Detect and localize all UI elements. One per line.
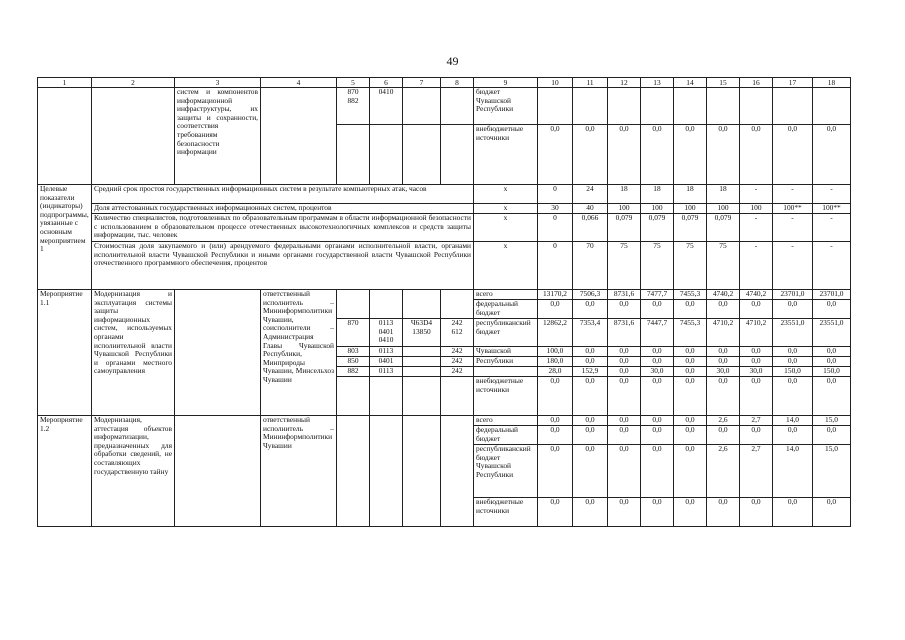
- column-header: 12: [608, 78, 641, 88]
- table-row: федеральный бюджет 0,0 0,0 0,0 0,0 0,0 0,0 0,0 0,0 0,0: [38, 300, 851, 319]
- column-header: 15: [707, 78, 740, 88]
- funding-source: бюджет Чувашской Республики: [474, 88, 538, 125]
- indicator-text: Средний срок простоя государственных информационных систем в результате компьютерных атак, часов: [92, 185, 474, 204]
- budget-table: [37, 77, 851, 527]
- measure-1-2-name: Модернизация, аттестация объектов информатизации, предназначенных для обработки сведений, не составляющих государственную тайну: [92, 416, 175, 527]
- indicators-label: Целевые показатели (индикаторы) подпрограммы, увязанные с основным мероприятием 1: [38, 185, 92, 290]
- table-row: Мероприятие 1.1 Модернизация и эксплуатация системы защиты информационных систем, используемых органами исполнительной власти Чувашской Республики и органами местного самоуправления ответственный исполнитель – Мининформполитики Чувашии, соисполнители – Администрация Главы Чувашской Республики, Минприроды Чувашии, Минсельхоз Чувашии всего 13170,2 7506,3 8731,6 7477,7 7455,3 4740,2 4740,2 23701,0 23701,0: [38, 290, 851, 300]
- funding-source: всего: [474, 416, 538, 426]
- measure-1-1-name: Модернизация и эксплуатация системы защиты информационных систем, используемых органами исполнительной власти Чувашской Республики и органами местного самоуправления: [92, 290, 175, 416]
- funding-source: внебюджетные источники: [474, 125, 538, 185]
- column-header: 5: [337, 78, 370, 88]
- column-header: 17: [773, 78, 813, 88]
- header-row: [38, 78, 851, 88]
- measure-1-1-label: Мероприятие 1.1: [38, 290, 92, 416]
- indicator-text: Доля аттестованных государственных информационных систем, процентов: [92, 204, 474, 214]
- table-row: внебюджетные источники 0,0 0,0 0,0 0,0 0,0 0,0 0,0 0,0 0,0: [38, 125, 851, 185]
- column-header: 8: [441, 78, 474, 88]
- column-header: 10: [538, 78, 573, 88]
- sec0-code6: 0410: [370, 88, 403, 125]
- column-header: 14: [674, 78, 707, 88]
- column-header: 16: [740, 78, 773, 88]
- column-header: 3: [175, 78, 261, 88]
- column-header: 13: [641, 78, 674, 88]
- funding-source: внебюджетные источники: [474, 377, 538, 416]
- sec0-code5: 870 882: [337, 88, 370, 125]
- table-row: [38, 88, 851, 125]
- table-row: внебюджетные источники 0,0 0,0 0,0 0,0 0,0 0,0 0,0 0,0 0,0: [38, 377, 851, 416]
- table-row: Мероприятие 1.2 Модернизация, аттестация объектов информатизации, предназначенных для обработки сведений, не составляющих государственную тайну ответственный исполнитель – Мининформполитики Чувашии всего 0,0 0,0 0,0 0,0 0,0 2,6 2,7 14,0 15,0: [38, 416, 851, 426]
- column-header: 1: [38, 78, 92, 88]
- measure-1-2-executor: ответственный исполнитель – Мининформполитики Чувашии: [261, 416, 337, 527]
- measure-1-1-executor: ответственный исполнитель – Мининформполитики Чувашии, соисполнители – Администрация Главы Чувашской Республики, Минприроды Чувашии, Минсельхоз Чувашии: [261, 290, 337, 416]
- column-header: 18: [813, 78, 851, 88]
- page-number: 49: [446, 54, 459, 68]
- funding-source: Республики: [474, 357, 538, 367]
- funding-source: федеральный бюджет: [474, 426, 538, 445]
- measure-1-2-label: Мероприятие 1.2: [38, 416, 92, 527]
- column-header: 4: [261, 78, 337, 88]
- column-header: 9: [474, 78, 538, 88]
- table-row: республиканский бюджет Чувашской Республики 0,0 0,0 0,0 0,0 0,0 2,6 2,7 14,0 15,0: [38, 445, 851, 498]
- table-row: Целевые показатели (индикаторы) подпрограммы, увязанные с основным мероприятием 1 Средний срок простоя государственных информационных систем в результате компьютерных атак, часов x 0 24 18 18 18 18 - - -: [38, 185, 851, 204]
- table-row: Количество специалистов, подготовленных по образовательным программам в области информационной безопасности с использованием в образовательном процессе отечественных высокотехнологичных комплексов и средств защиты информации, тыс. человек x 0 0,066 0,079 0,079 0,079 0,079 - - -: [38, 214, 851, 242]
- funding-source: федеральный бюджет: [474, 300, 538, 319]
- table-row: внебюджетные источники 0,0 0,0 0,0 0,0 0,0 0,0 0,0 0,0 0,0: [38, 498, 851, 527]
- column-header: 11: [573, 78, 608, 88]
- funding-source: республиканский бюджет: [474, 319, 538, 347]
- indicator-text: Стоимостная доля закупаемого и (или) арендуемого федеральными органами исполнительной власти, органами исполнительной власти Чувашской Республики и иными органами государственной власти Чувашской Республики отечественного программного обеспечения, процентов: [92, 242, 474, 290]
- table-row: Доля аттестованных государственных информационных систем, процентов x 30 40 100 100 100 100 100 100** 100**: [38, 204, 851, 214]
- sec0-description: систем и компонентов информационной инфраструктуры, их защиты и сохранности, соответствия требованиям безопасности информации: [175, 88, 261, 185]
- table-row: федеральный бюджет 0,0 0,0 0,0 0,0 0,0 0,0 0,0 0,0 0,0: [38, 426, 851, 445]
- indicator-text: Количество специалистов, подготовленных по образовательным программам в области информационной безопасности с использованием в образовательном процессе отечественных высокотехнологичных комплексов и средств защиты информации, тыс. человек: [92, 214, 474, 242]
- table-row: 882 0113 242 28,0 152,9 0,0 30,0 0,0 30,0 30,0 150,0 150,0: [38, 367, 851, 377]
- funding-source: Чувашской: [474, 347, 538, 357]
- table-row: 850 0401 242 Республики 180,0 0,0 0,0 0,0 0,0 0,0 0,0 0,0 0,0: [38, 357, 851, 367]
- column-header: 6: [370, 78, 403, 88]
- table-row: Стоимостная доля закупаемого и (или) арендуемого федеральными органами исполнительной власти, органами исполнительной власти Чувашской Республики и иными органами государственной власти Чувашской Республики отечественного программного обеспечения, процентов x 0 70 75 75 75 75 - - -: [38, 242, 851, 290]
- column-header: 7: [403, 78, 441, 88]
- funding-source: [474, 367, 538, 377]
- funding-source: республиканский бюджет Чувашской Республики: [474, 445, 538, 498]
- table-row: 803 0113 242 Чувашской 100,0 0,0 0,0 0,0 0,0 0,0 0,0 0,0 0,0: [38, 347, 851, 357]
- funding-source: внебюджетные источники: [474, 498, 538, 527]
- table-row: 870 0113 0401 0410 Ч63D4 13850 242 612 республиканский бюджет 12862,2 7353,4 8731,6 7447,7 7455,3 4710,2 4710,2 23551,0 23551,0: [38, 319, 851, 347]
- column-header: 2: [92, 78, 175, 88]
- funding-source: всего: [474, 290, 538, 300]
